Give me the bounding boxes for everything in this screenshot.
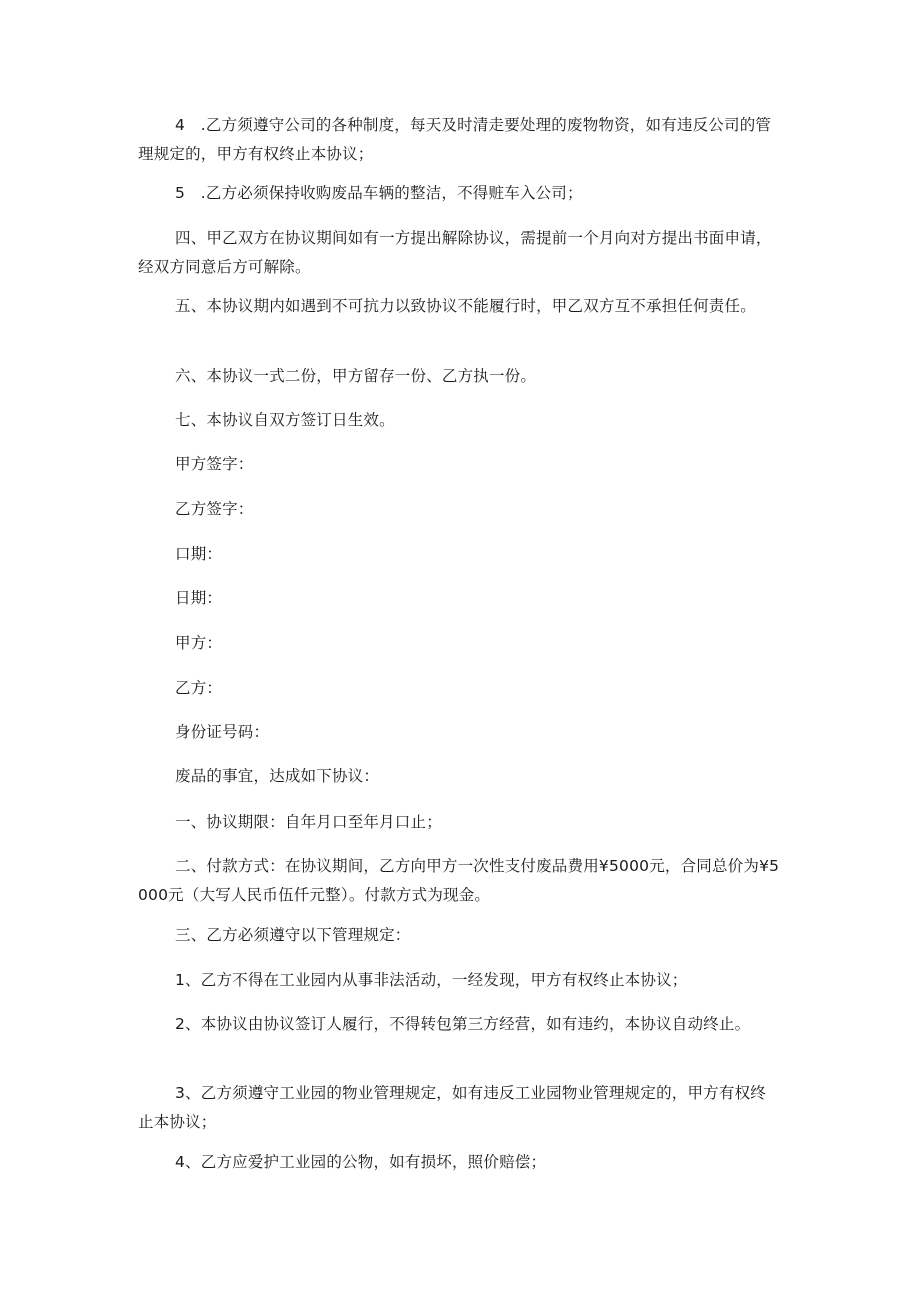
party-b-label: 乙方： xyxy=(175,679,223,697)
rule-4-public-property: 4、乙方应爱护工业园的公物，如有损坏，照价赔偿； xyxy=(175,1153,547,1171)
clause-four-termination: 四、甲乙双方在协议期间如有一方提出解除协议，需提前一个月向对方提出书面申请，经双方同意后方可解除。 xyxy=(138,229,772,276)
date-line-2: 日期： xyxy=(175,589,223,607)
clause-4-company-rules: 4 .乙方须遵守公司的各种制度，每天及时清走要处理的废物物资，如有违反公司的管理规定的，甲方有权终止本协议； xyxy=(138,116,772,163)
clause-5-vehicle-clean: 5 .乙方必须保持收购废品车辆的整洁，不得赃车入公司； xyxy=(175,184,583,202)
clause-six-copies: 六、本协议一式二份，甲方留存一份、乙方执一份。 xyxy=(175,367,537,385)
clause-one-term: 一、协议期限：自年月口至年月口止； xyxy=(175,813,442,831)
rule-3-property-rules: 3、乙方须遵守工业园的物业管理规定，如有违反工业园物业管理规定的，甲方有权终止本协议； xyxy=(138,1084,766,1131)
party-a-signature: 甲方签字： xyxy=(175,455,254,473)
clause-five-force-majeure: 五、本协议期内如遇到不可抗力以致协议不能履行时，甲乙双方互不承担任何责任。 xyxy=(175,297,756,315)
rule-1-illegal-activity: 1、乙方不得在工业园内从事非法活动，一经发现，甲方有权终止本协议； xyxy=(175,971,688,989)
id-number-label: 身份证号码： xyxy=(175,723,270,741)
agreement-intro: 废品的事宜，达成如下协议： xyxy=(175,767,380,785)
date-line-1: 口期： xyxy=(175,545,223,563)
party-a-label: 甲方： xyxy=(175,634,223,652)
rule-2-no-subcontract: 2、本协议由协议签订人履行，不得转包第三方经营，如有违约，本协议自动终止。 xyxy=(175,1015,751,1033)
clause-seven-effective: 七、本协议自双方签订日生效。 xyxy=(175,411,395,429)
clause-two-payment: 二、付款方式：在协议期间，乙方向甲方一次性支付废品费用¥5000元，合同总价为¥5000元（大写人民币伍仟元整）。付款方式为现金。 xyxy=(138,857,780,904)
clause-three-rules-heading: 三、乙方必须遵守以下管理规定： xyxy=(175,926,411,944)
party-b-signature: 乙方签字： xyxy=(175,500,254,518)
